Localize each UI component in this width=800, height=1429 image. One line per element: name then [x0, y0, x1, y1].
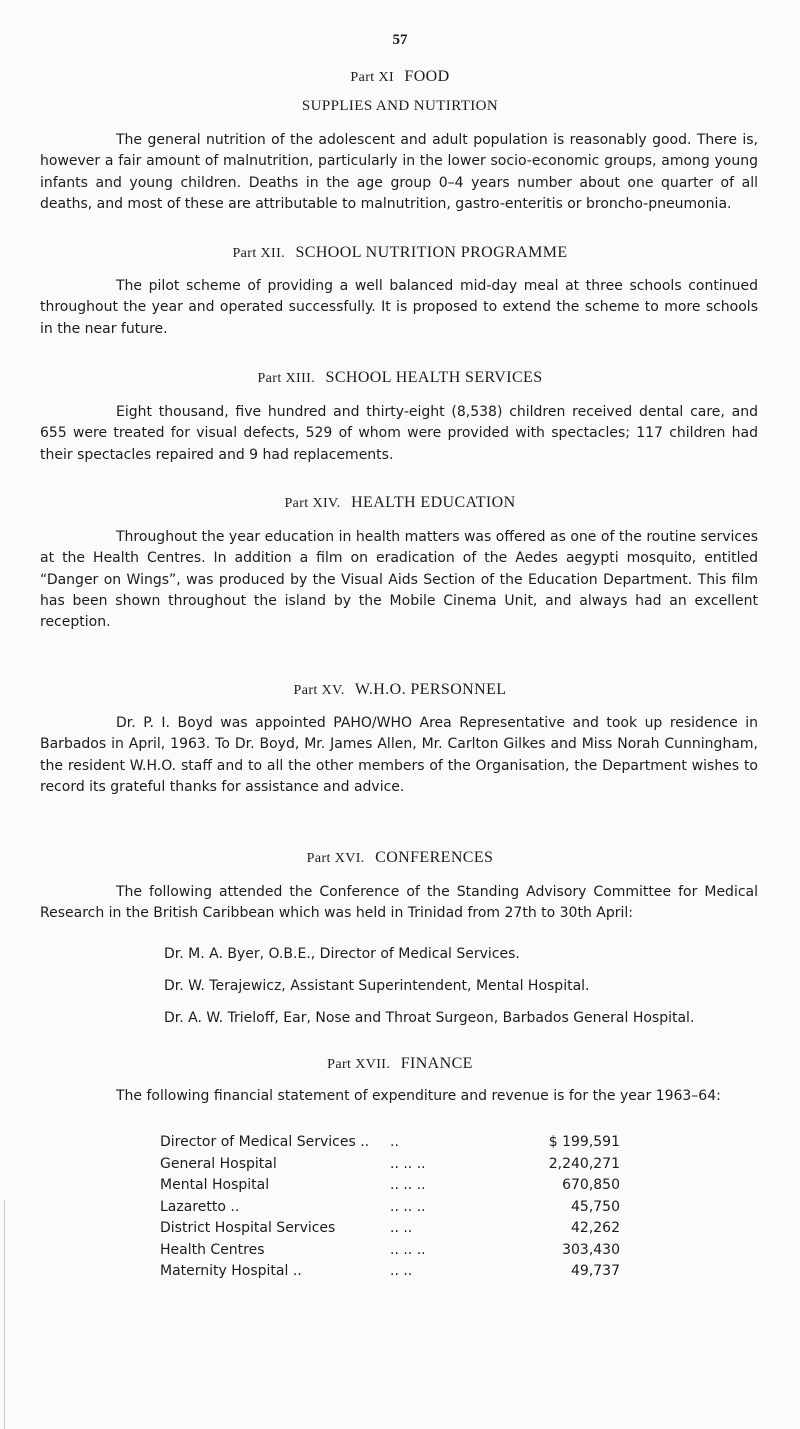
expense-amount: $ 199,591 — [548, 1134, 620, 1150]
table-row — [160, 1220, 620, 1242]
leader-dots: .. — [390, 1134, 399, 1150]
table-row — [160, 1134, 620, 1156]
expense-amount: 49,737 — [571, 1263, 620, 1279]
part-number: Part XV. — [293, 683, 345, 698]
table-row — [160, 1263, 620, 1285]
attendee-item: Dr. M. A. Byer, O.B.E., Director of Medical Services. — [164, 946, 520, 962]
paragraph-food: The general nutrition of the adolescent and adult population is reasonably good. There is, however a fair amount of malnutrition, particularly in the lower socio-economic groups, among young infants and young children. Deaths in the age group 0–4 years number about one quarter of all deaths, and most of these are attributable to malnutrition, gastro-enteritis or broncho-pneumonia. — [40, 132, 758, 212]
leader-dots: .. .. .. — [390, 1198, 426, 1215]
part-number: Part XI — [350, 70, 395, 85]
paragraph-conferences: The following attended the Conference of the Standing Advisory Committee for Medical Research in the British Caribbean which was held in Trinidad from 27th to 30th April: — [40, 884, 758, 922]
section-title: FINANCE — [400, 1055, 473, 1072]
section-subtitle: SUPPLIES AND NUTIRTION — [301, 98, 499, 114]
section-title: HEALTH EDUCATION — [351, 494, 516, 511]
expense-amount: 2,240,271 — [548, 1155, 620, 1172]
table-row — [160, 1177, 620, 1199]
leader-dots: .. .. .. — [390, 1155, 426, 1172]
section-heading-food — [0, 68, 800, 86]
expense-amount: 45,750 — [571, 1198, 620, 1215]
section-title: W.H.O. PERSONNEL — [354, 681, 507, 698]
expense-label: General Hospital — [160, 1155, 277, 1172]
expense-label: Director of Medical Services .. — [160, 1134, 370, 1150]
page-number: 57 — [392, 32, 408, 48]
expense-label: Lazaretto .. — [160, 1198, 240, 1215]
section-heading-health-education — [0, 494, 800, 512]
expense-label: Maternity Hospital .. — [160, 1263, 302, 1279]
section-title: FOOD — [404, 68, 450, 85]
part-number: Part XIV. — [284, 496, 341, 511]
expense-amount: 670,850 — [562, 1177, 620, 1193]
table-row — [160, 1242, 620, 1264]
section-heading-school-health — [0, 369, 800, 387]
leader-dots: .. .. — [390, 1220, 413, 1236]
section-heading-conferences — [0, 849, 800, 867]
expense-amount: 303,430 — [562, 1241, 620, 1258]
section-title: SCHOOL NUTRITION PROGRAMME — [295, 244, 568, 261]
part-number: Part XIII. — [257, 371, 316, 386]
paragraph-school-health: Eight thousand, five hundred and thirty-eight (8,538) children received dental care, and 655 were treated for visual defects, 529 of whom were provided with spectacles; 117 children had their spectacles repaired and 9 had replacements. — [40, 404, 758, 463]
section-heading-finance — [0, 1055, 800, 1073]
expense-label: District Hospital Services — [160, 1220, 336, 1236]
paragraph-health-education: Throughout the year education in health matters was offered as one of the routine services at the Health Centres. In addition a film on eradication of the Aedes aegypti mosquito, entitled “Danger on Wings”, was produced by the Visual Aids Section of the Education Department. This film has been shown throughout the island by the Mobile Cinema Unit, and always had an excellent reception. — [40, 529, 758, 631]
section-title: CONFERENCES — [375, 849, 494, 866]
paragraph-who-personnel: Dr. P. I. Boyd was appointed PAHO/WHO Area Representative and took up residence in Barbados in April, 1963. To Dr. Boyd, Mr. James Allen, Mr. Carlton Gilkes and Miss Norah Cunningham, the resident W.H.O. staff and to all the other members of the Organisation, the Department wishes to record its grateful thanks for assistance and advice. — [40, 715, 758, 795]
table-row — [160, 1199, 620, 1221]
paragraph-finance: The following financial statement of expenditure and revenue is for the year 1963–64: — [116, 1088, 721, 1104]
attendee-item: Dr. W. Terajewicz, Assistant Superintendent, Mental Hospital. — [164, 978, 590, 994]
expense-label: Mental Hospital — [160, 1177, 270, 1193]
leader-dots: .. .. .. — [390, 1241, 426, 1258]
leader-dots: .. .. — [390, 1263, 413, 1279]
scan-artifact-line — [4, 1200, 5, 1429]
section-title: SCHOOL HEALTH SERVICES — [325, 369, 543, 386]
part-number: Part XII. — [232, 246, 286, 261]
finance-table — [160, 1134, 620, 1285]
section-heading-who-personnel — [0, 681, 800, 699]
paragraph-school-nutrition: The pilot scheme of providing a well balanced mid-day meal at three schools continued throughout the year and operated successfully. It is proposed to extend the scheme to more schools in the near future. — [40, 278, 758, 337]
section-heading-school-nutrition — [0, 244, 800, 262]
attendee-item: Dr. A. W. Trieloff, Ear, Nose and Throat Surgeon, Barbados General Hospital. — [164, 1010, 695, 1026]
part-number: Part XVI. — [306, 851, 365, 866]
part-number: Part XVII. — [327, 1057, 391, 1072]
expense-amount: 42,262 — [571, 1220, 620, 1236]
table-row — [160, 1156, 620, 1178]
expense-label: Health Centres — [160, 1241, 265, 1258]
leader-dots: .. .. .. — [390, 1177, 426, 1193]
